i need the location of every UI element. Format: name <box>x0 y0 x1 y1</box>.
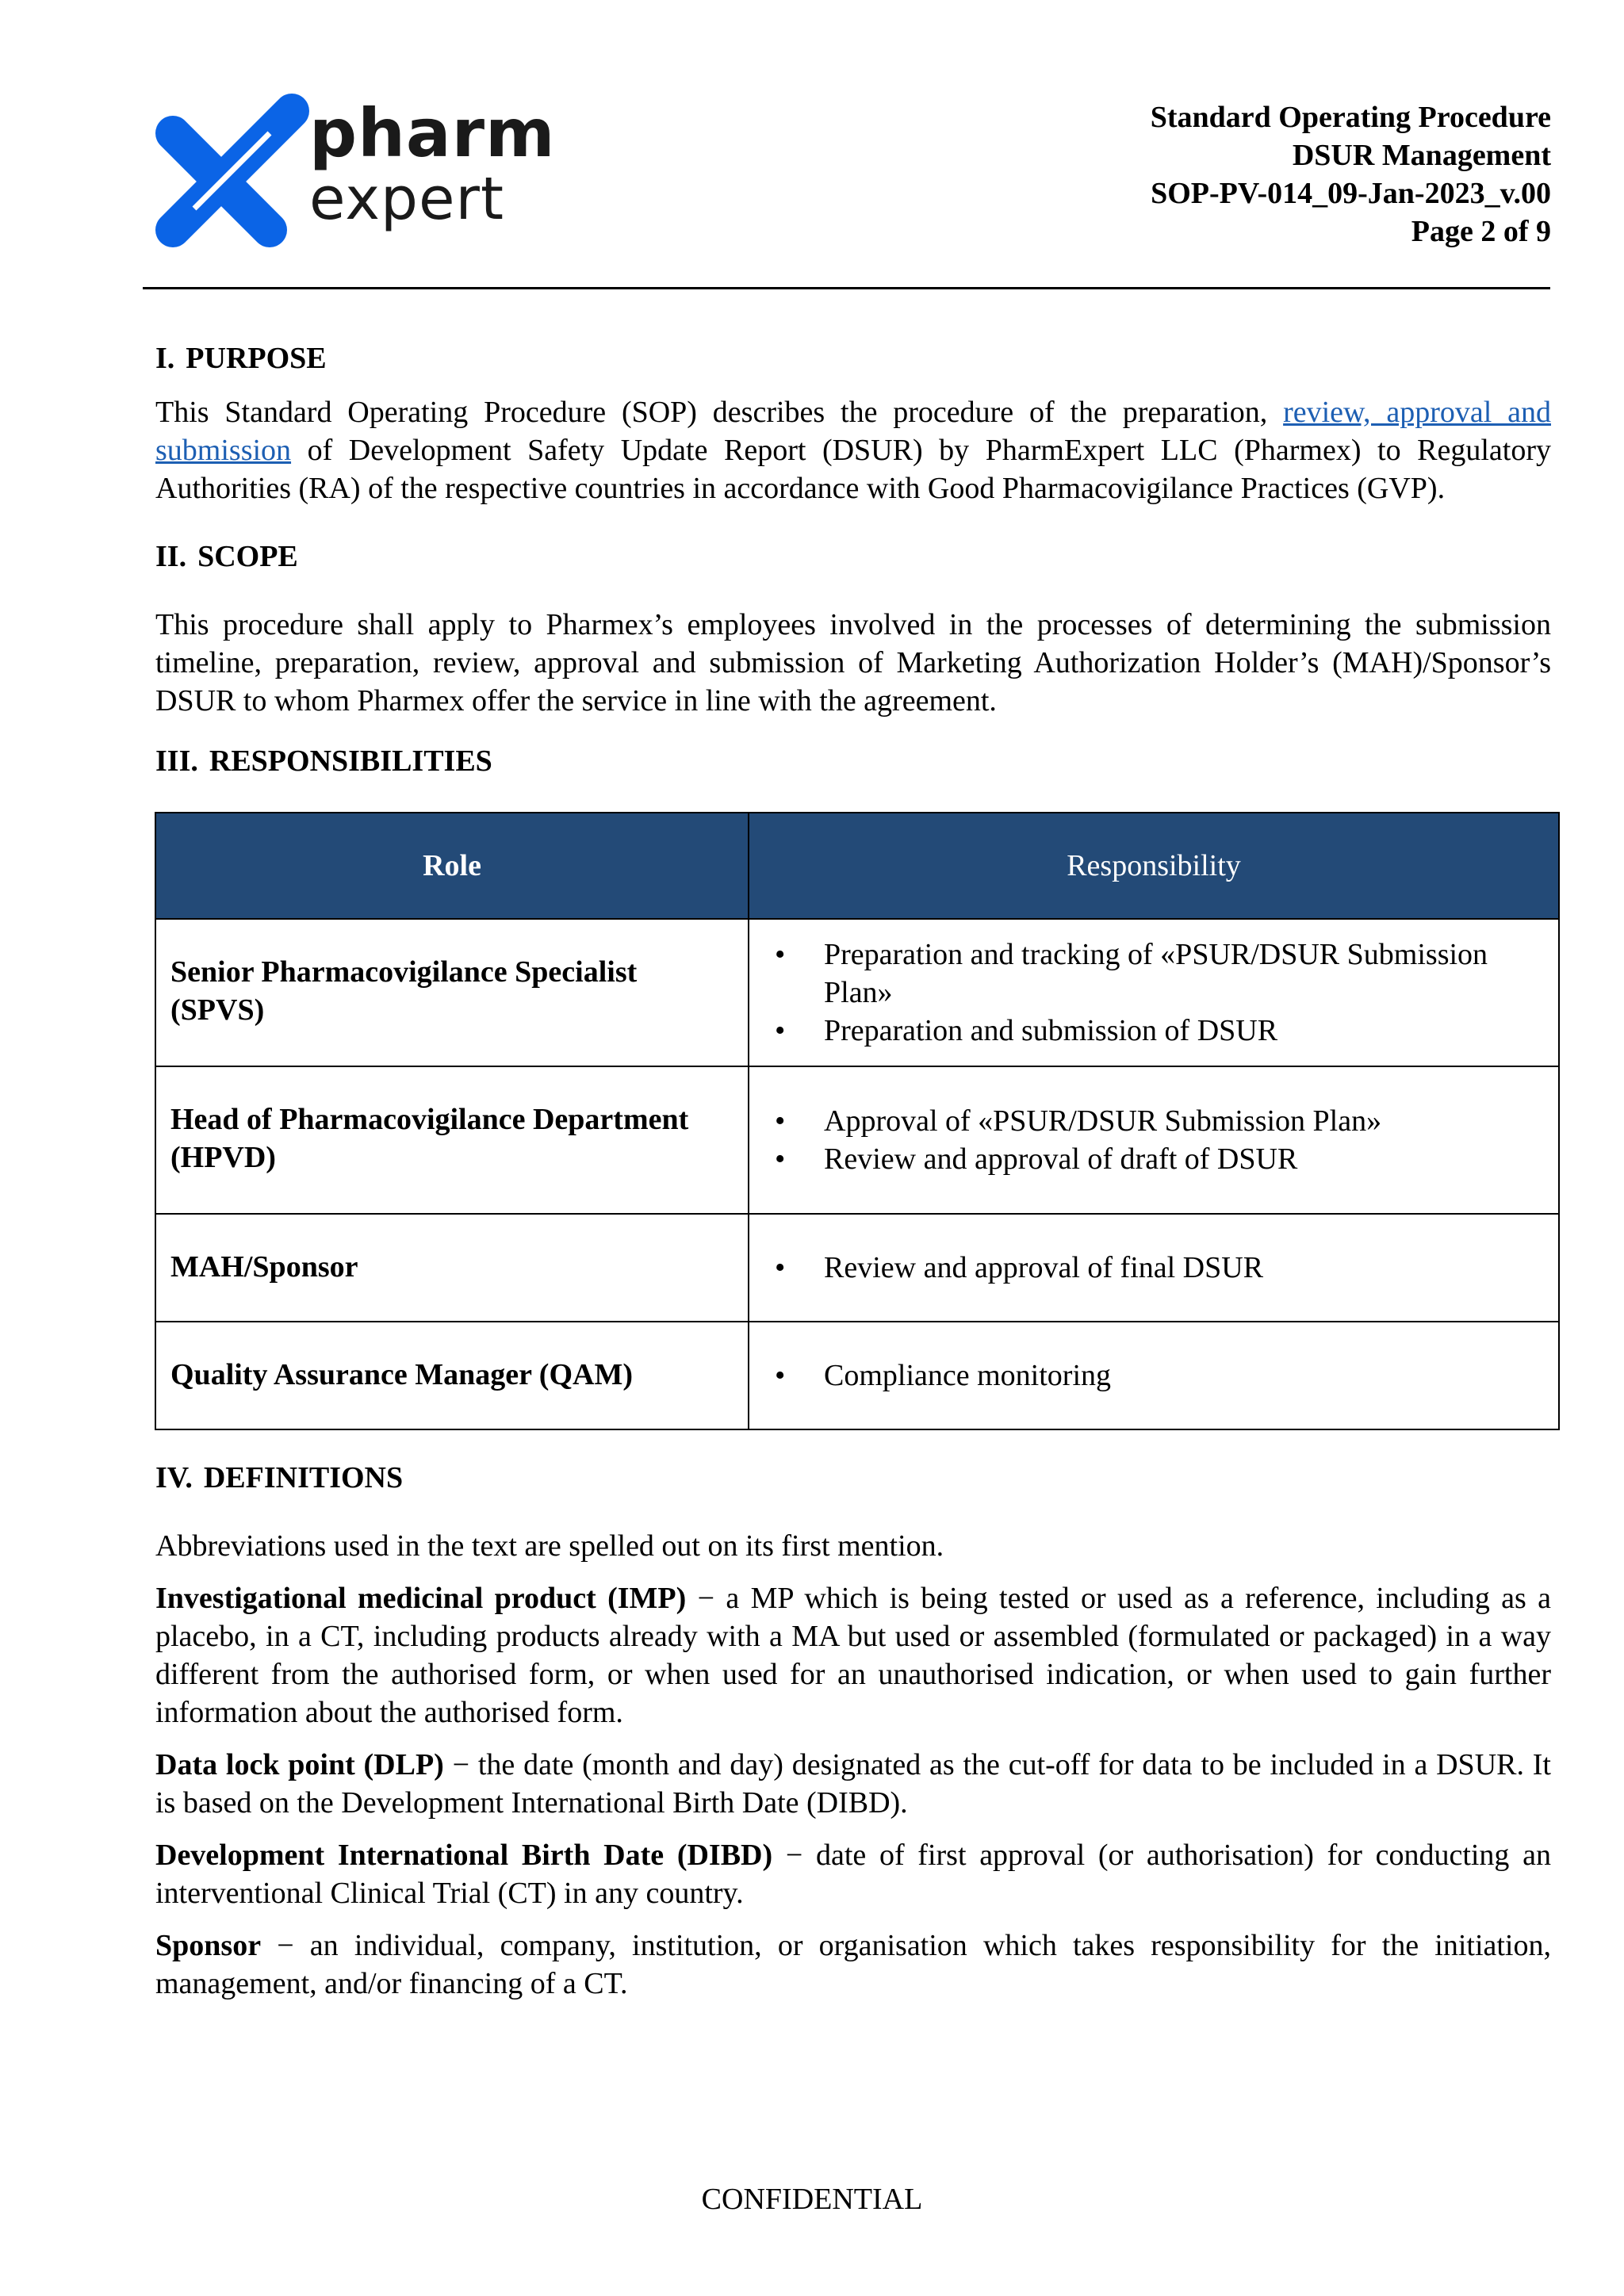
section-heading-purpose: I. PURPOSE <box>155 342 327 375</box>
definition-term: Development International Birth Date (DIBD) <box>155 1839 773 1872</box>
responsibility-cell <box>749 919 1559 1066</box>
responsibility-cell <box>749 1322 1559 1429</box>
header-divider <box>143 287 1550 289</box>
role-cell: Head of Pharmacovigilance Department (HPVD) <box>155 1066 749 1214</box>
company-logo <box>151 94 563 256</box>
purpose-paragraph: This Standard Operating Procedure (SOP) describes the procedure of the preparation, review, approval and submission of Development Safety Update Report (DSUR) by PharmExpert LLC (Pharmex) to Regulatory Authorities (RA) of the respective countries in accordance with Good Pharmacovigilance Practices (GVP). <box>155 396 1551 505</box>
role-cell: Senior Pharmacovigilance Specialist (SPVS) <box>155 919 749 1066</box>
table-row <box>155 919 1559 1066</box>
footer-confidential: CONFIDENTIAL <box>701 2183 923 2216</box>
role-cell: MAH/Sponsor <box>155 1214 749 1322</box>
header-doc-code: SOP-PV-014_09-Jan-2023_v.00 <box>1151 177 1551 210</box>
document-header <box>1151 98 1551 251</box>
review-approval-submission-link[interactable]: review, approval and submission <box>155 396 1551 467</box>
table-row <box>155 1066 1559 1214</box>
responsibility-cell <box>749 1066 1559 1214</box>
definition-term: Sponsor <box>155 1929 262 1962</box>
section-heading-definitions: IV. DEFINITIONS <box>155 1461 404 1494</box>
definition-item: Development International Birth Date (DIBD) − date of first approval (or authorisation) for conducting an interventional Clinical Trial (CT) in any country. <box>155 1839 1551 1910</box>
logo-word-pharm: pharm <box>309 94 556 172</box>
section-heading-scope: II. SCOPE <box>155 540 298 573</box>
definition-term: Investigational medicinal product (IMP) <box>155 1582 687 1615</box>
table-row <box>155 1214 1559 1322</box>
responsibility-item: • Preparation and submission of DSUR <box>775 1014 1278 1047</box>
table-header-row <box>155 813 1559 919</box>
section-heading-responsibilities: III. RESPONSIBILITIES <box>155 744 492 778</box>
definition-term: Data lock point (DLP) <box>155 1748 444 1781</box>
responsibility-item: • Review and approval of final DSUR <box>775 1251 1264 1284</box>
responsibility-item: • Review and approval of draft of DSUR <box>775 1142 1298 1176</box>
header-page-number: Page 2 of 9 <box>1411 215 1551 248</box>
role-cell: Quality Assurance Manager (QAM) <box>155 1322 749 1429</box>
header-doc-title: DSUR Management <box>1292 139 1551 172</box>
column-header-role: Role <box>155 813 749 919</box>
definition-item: Sponsor − an individual, company, institution, or organisation which takes responsibility for the initiation, management, and/or financing of a CT. <box>155 1929 1551 2000</box>
header-doc-type: Standard Operating Procedure <box>1150 101 1551 134</box>
responsibility-item: • Approval of «PSUR/DSUR Submission Plan» <box>775 1104 1382 1138</box>
document-body <box>155 339 1551 2017</box>
definition-item: Investigational medicinal product (IMP) − a MP which is being tested or used as a reference, including as a placebo, in a CT, including products already with a MA but used or assembled (formulated or packaged) in a way different from the authorised form, or when used for an unauthorised indication, or when used to gain further information about the authorised form. <box>155 1582 1552 1729</box>
responsibility-item: • Compliance monitoring <box>775 1359 1112 1392</box>
definitions-intro: Abbreviations used in the text are spelled out on its first mention. <box>155 1529 944 1563</box>
table-row <box>155 1322 1559 1429</box>
column-header-responsibility: Responsibility <box>749 813 1559 919</box>
x-mark-icon <box>151 94 309 256</box>
responsibilities-table <box>155 812 1560 1430</box>
scope-paragraph: This procedure shall apply to Pharmex’s employees involved in the processes of determining the submission timeline, preparation, review, approval and submission of Marketing Authorization Holder’s (MAH)/Sponsor’s DSUR to whom Pharmex offer the service in line with the agreement. <box>155 608 1551 718</box>
definition-item: Data lock point (DLP) − the date (month and day) designated as the cut-off for data to be included in a DSUR. It is based on the Development International Birth Date (DIBD). <box>155 1748 1551 1820</box>
responsibility-item: • Preparation and tracking of «PSUR/DSUR Submission Plan» <box>775 938 1488 1009</box>
definitions-list <box>155 1527 1551 2003</box>
logo-word-expert: expert <box>309 165 504 233</box>
responsibility-cell <box>749 1214 1559 1322</box>
